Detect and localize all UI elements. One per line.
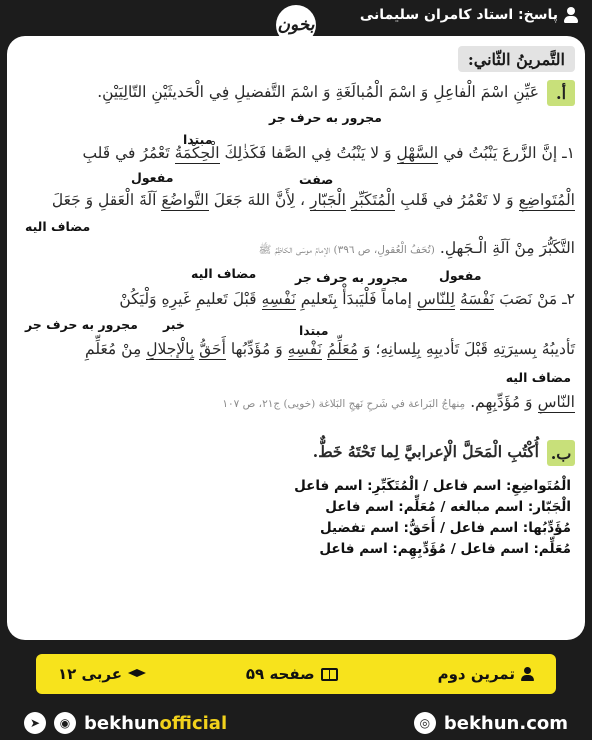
word-linnas: لِلنّاسِ xyxy=(416,290,456,308)
annotation-mudaf-ilayh: مضاف اليه xyxy=(191,266,257,281)
word-annas: النّاسِ xyxy=(537,393,575,411)
part-a-instruction: عَيِّنِ اسْمَ الْفاعِلِ وَ اسْمَ الْمُبالَغَةِ وَ اسْمَ التَّفضيلِ فِي الْحَديثَيْنِ التّالِيَيْنِ. xyxy=(97,83,539,101)
person-icon xyxy=(521,667,534,681)
annotation-majrur: مجرور به حرف جر xyxy=(295,270,408,285)
part-a-badge: أ. xyxy=(547,80,575,106)
annotation-maful: مفعول xyxy=(131,170,174,185)
annotation-mubtada: مبتدا xyxy=(299,323,329,338)
annotation-majrur: مجرور به حرف جر xyxy=(25,317,138,332)
instagram-icon: ◉ xyxy=(54,712,76,734)
website-link[interactable]: ◎ bekhun.com xyxy=(414,712,568,734)
answers-list xyxy=(294,476,571,560)
exercise-title: التَّمرينُ الثّاني: xyxy=(458,46,575,72)
word-tawadu: التَّواضُعَ xyxy=(161,191,209,209)
annotation-majrur: مجرور به حرف جر xyxy=(269,110,382,125)
word-jabbar: الْجَبّارِ xyxy=(309,191,346,209)
hadith2-line3: النّاسِ وَ مُؤَدِّبِهِم. مِنهاجُ البَراعة في شَرحِ نَهجِ البَلاغة (خويى) ج٢١، ص ١٠٧ xyxy=(222,393,575,411)
part-b-badge: ب. xyxy=(547,440,575,466)
globe-icon: ◎ xyxy=(414,712,436,734)
annotation-sifa: صفت xyxy=(299,172,334,187)
footer-exercise: تمرین دوم xyxy=(438,665,534,683)
word-nafsihi: نَفْسِهِ xyxy=(287,340,322,358)
annotation-khabar: خبر xyxy=(163,317,185,332)
word-ahaqq: أَحَقُّ xyxy=(199,340,226,358)
answer-line: مُعَلِّم: اسم فاعل / مُؤَدِّبِهِم: اسم فاعل xyxy=(319,541,571,557)
word-mutakabbir: الْمُتَكَبِّرِ xyxy=(350,191,396,209)
bottom-bar xyxy=(0,706,592,740)
word-hikma: الْحِكْمَةُ xyxy=(174,144,220,162)
part-b-instruction: أُكْتُبِ الْمَحَلَّ الْإعرابيَّ لِما تَحْتَهُ خَطٌّ. xyxy=(312,442,539,461)
word-sahl: السَّهْلِ xyxy=(396,144,439,162)
hadith1-line1: ١ـ إنَّ الزَّرعَ يَنْبُتُ في السَّهْلِ وَ لا يَنْبُتُ فِي الصَّفا فَكَذٰلِكَ الْحِكْمَةُ تَعْمُرُ في قَلبِ xyxy=(82,144,575,162)
book-icon xyxy=(321,668,338,681)
telegram-icon: ➤ xyxy=(24,712,46,734)
hadith2-source: مِنهاجُ البَراعة في شَرحِ نَهجِ البَلاغة (خويى) ج٢١، ص ١٠٧ xyxy=(222,398,466,410)
hadith2-line1: ٢ـ مَنْ نَصَبَ نَفْسَهُ لِلنّاسِ إماماً فَلْيَبدَأْ بِتَعليمِ نَفْسِهِ قَبْلَ تَعليمِ غَيرِهِ وَلْيَكُنْ xyxy=(119,290,575,308)
word-mutawadi: الْمُتَواضِعِ xyxy=(518,191,575,209)
word-muallim: مُعَلِّمُ xyxy=(326,340,359,358)
word-nafsahu: نَفْسَهُ xyxy=(459,290,495,308)
answer-author-text: پاسخ: استاد کامران سلیمانی xyxy=(359,7,558,23)
footer-page: صفحه ۵۹ xyxy=(246,665,338,683)
hadith1-source: (تُحَفُ الْعُقولِ، ص ٣٩٦) الإمامُ موسَى الكاظِمُ ﷺ xyxy=(258,244,435,256)
word-bil-ijlal: بِالْإجلالِ xyxy=(146,340,195,358)
annotation-mubtada: مبتدا xyxy=(183,132,213,147)
graduation-cap-icon xyxy=(128,669,146,679)
word-nafsihi: نَفْسِهِ xyxy=(261,290,296,308)
hadith1-line3: التَّكَبُّرَ مِنْ آلَةِ الْـجَهلِ. (تُحَفُ الْعُقولِ، ص ٣٩٦) الإمامُ موسَى الكاظِمُ ﷺ xyxy=(258,239,575,257)
answer-line: مُؤَدِّبُها: اسم فاعل / أَحَقُّ: اسم تفضيل xyxy=(319,520,571,536)
answer-line: الْمُتَواضِعِ: اسم فاعل / الْمُتَكَبِّرِ: اسم فاعل xyxy=(294,478,571,494)
annotation-mudaf-ilayh: مضاف اليه xyxy=(505,370,571,385)
hadith2-line2: تَأديبُهُ بِسيرَتِهِ قَبْلَ تَأديبِهِ بِلِسانِهِ؛ وَ مُعَلِّمُ نَفْسِهِ وَ مُؤَدِّبُها أَحَقُّ بِالْإجلالِ مِنْ مُعَلِّمِ xyxy=(85,340,575,358)
footer-subject: عربی ۱۲ xyxy=(58,665,146,683)
answer-line: الْجَبّار: اسم مبالغه / مُعَلِّم: اسم فاعل xyxy=(325,499,571,515)
exercise-card xyxy=(7,36,585,640)
annotation-mudaf-ilayh: مضاف اليه xyxy=(25,219,91,234)
bekhun-logo-icon: بخون xyxy=(276,5,316,45)
hadith1-line2: الْمُتَواضِعِ وَ لا تَعْمُرُ في قَلبِ الْمُتَكَبِّرِ الْجَبّارِ ، لِأَنَّ اللهَ جَعَلَ التَّواضُعَ آلَةَ الْعَقلِ وَ جَعَلَ xyxy=(51,191,575,209)
annotation-maful: مفعول xyxy=(439,268,482,283)
answer-author xyxy=(360,7,578,23)
footer-info-bar xyxy=(36,654,556,694)
social-handle[interactable]: ➤ ◉ bekhunofficial xyxy=(24,712,227,734)
user-icon xyxy=(564,7,578,23)
